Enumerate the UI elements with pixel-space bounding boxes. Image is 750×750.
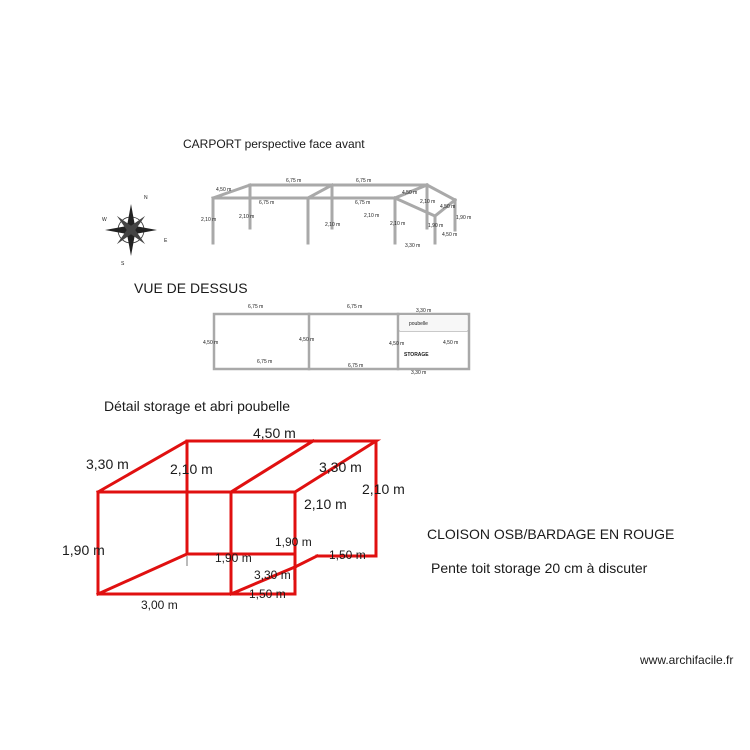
storage-detail-drawing [62, 425, 405, 612]
persp-label-1: 4,50 m [216, 187, 232, 193]
detail-label-side-step: 1,50 m [329, 548, 366, 562]
persp-label-15: 1,90 m [456, 215, 472, 221]
persp-label-4: 4,50 m [402, 190, 418, 196]
compass-w: W [102, 217, 107, 223]
persp-label-9: 2,10 m [201, 217, 217, 223]
compass-s: S [121, 261, 125, 267]
compass-e: E [164, 238, 168, 244]
persp-label-3: 6,75 m [356, 178, 372, 184]
detail-label-front-width: 3,00 m [141, 598, 178, 612]
persp-label-12: 2,10 m [364, 213, 380, 219]
poubelle-label: poubelle [409, 321, 428, 327]
persp-label-10: 2,10 m [239, 214, 255, 220]
persp-label-13: 2,10 m [390, 221, 406, 227]
compass-rose-icon [102, 195, 168, 267]
detail-label-inner-bottom: 1,90 m [215, 551, 252, 565]
top-label-top-right: 3,30 m [416, 308, 432, 314]
persp-label-16: 4,50 m [442, 232, 458, 238]
top-label-store-side: 4,50 m [389, 341, 405, 347]
compass-n: N [144, 195, 148, 201]
top-view-title: VUE DE DESSUS [134, 280, 248, 296]
note-pente: Pente toit storage 20 cm à discuter [431, 560, 648, 576]
detail-label-bottom-step: 1,50 m [249, 587, 286, 601]
perspective-title: CARPORT perspective face avant [183, 137, 365, 151]
note-cloison: CLOISON OSB/BARDAGE EN ROUGE [427, 526, 675, 542]
detail-label-right-width: 3,30 m [319, 459, 362, 475]
persp-label-14: 1,90 m [428, 223, 444, 229]
persp-label-11: 2,10 m [325, 222, 341, 228]
detail-label-bottom-width: 3,30 m [254, 568, 291, 582]
persp-label-6: 6,75 m [355, 200, 371, 206]
persp-label-17: 3,30 m [405, 243, 421, 249]
top-label-bottom-mid: 6,75 m [348, 363, 364, 369]
top-label-bottom-right: 3,30 m [411, 370, 427, 376]
top-label-left-side: 4,50 m [203, 340, 219, 346]
persp-label-5: 6,75 m [259, 200, 275, 206]
detail-label-front-height: 1,90 m [62, 542, 105, 558]
detail-label-right-height: 2,10 m [362, 481, 405, 497]
top-label-mid-side: 4,50 m [299, 337, 315, 343]
detail-label-mid-height: 2,10 m [304, 496, 347, 512]
watermark[interactable]: www.archifacile.fr [640, 653, 734, 667]
detail-label-inner-low: 1,90 m [275, 535, 312, 549]
top-label-bottom-left: 6,75 m [257, 359, 273, 365]
detail-label-top-depth: 4,50 m [253, 425, 296, 441]
top-label-top-mid: 6,75 m [347, 304, 363, 310]
detail-label-left-width: 3,30 m [86, 456, 129, 472]
top-label-top-left: 6,75 m [248, 304, 264, 310]
top-view-plan [203, 304, 469, 376]
storage-label: STORAGE [404, 352, 429, 358]
detail-label-inner-height: 2,10 m [170, 461, 213, 477]
persp-label-8: 4,50 m [440, 204, 456, 210]
persp-label-2: 6,75 m [286, 178, 302, 184]
detail-title: Détail storage et abri poubelle [104, 398, 291, 414]
persp-label-7: 2,10 m [420, 199, 436, 205]
top-label-right-side: 4,50 m [443, 340, 459, 346]
carport-perspective [201, 178, 471, 249]
